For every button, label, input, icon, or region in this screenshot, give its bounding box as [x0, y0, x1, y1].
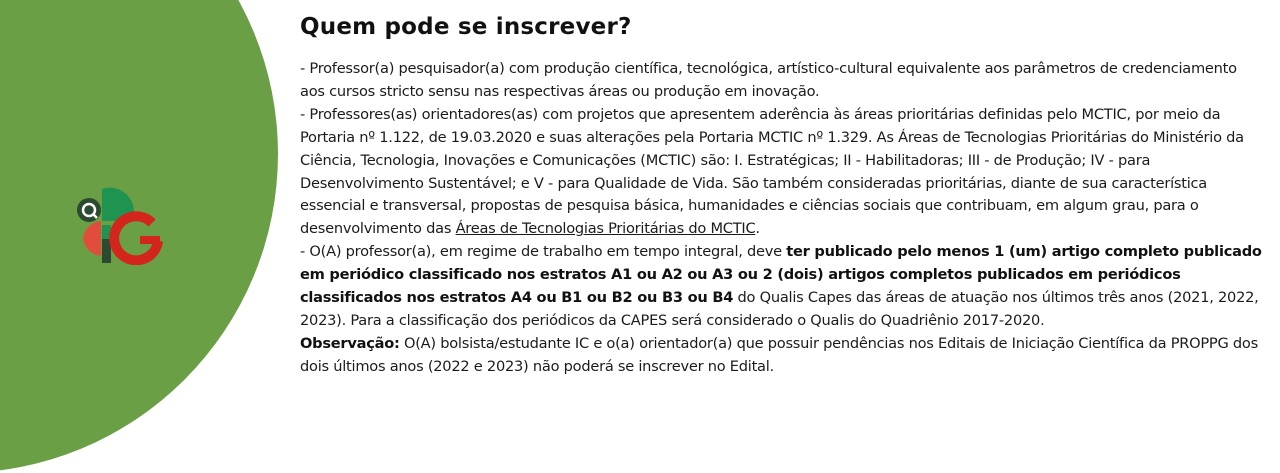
observation-label: Observação:: [300, 334, 400, 352]
observation-text: O(A) bolsista/estudante IC e o(a) orientador(a) que possuir pendências nos Editais de Iniciação Científica da PROPPG dos dois últimos anos (2022 e 2023) não poderá se inscrever no Edital.: [300, 334, 1258, 375]
mctic-areas-link[interactable]: Áreas de Tecnologias Prioritárias do MCTIC: [455, 220, 756, 238]
publication-text-end: do Qualis Capes das áreas de atuação nos últimos três anos (2021, 2022, 2023). Para a classificação dos periódicos da CAPES será considerado o Qualis do Quadriênio 2017-2020.: [300, 289, 1259, 329]
paragraph-mctic: [300, 104, 1262, 241]
paragraph-observation: [300, 333, 1262, 379]
logo-magnifier-icon: [77, 198, 101, 222]
publication-text-start: - O(A) professor(a), em regime de trabalho em tempo integral, deve: [300, 243, 787, 261]
mctic-period: .: [755, 220, 760, 238]
mctic-text: - Professores(as) orientadores(as) com projetos que apresentem aderência às áreas prioritárias definidas pelo MCTIC, por meio da Portaria nº 1.122, de 19.03.2020 e suas alterações pela Portaria MCTIC nº 1.329. As Áreas de Tecnologias Prioritárias do Ministério da Ciência, Tecnologia, Inovações e Comunicações (MCTIC) são: I. Estratégicas; II - Habilitadoras; III - de Produção; IV - para Desenvolvimento Sustentável; e V - para Qualidade de Vida. São também consideradas prioritárias, diante de sua característica essencial e transversal, propostas de pesquisa básica, humanidades e ciências sociais que contribuam, em algum grau, para o desenvolvimento das: [300, 105, 1244, 238]
logo-red-half: [83, 221, 101, 256]
paragraph-researcher: - Professor(a) pesquisador(a) com produção científica, tecnológica, artístico-cultural equivalente aos parâmetros de credenciamento aos cursos stricto sensu nas respectivas áreas ou produção em inovação.: [300, 60, 1237, 100]
page-title: Quem pode se inscrever?: [300, 14, 632, 40]
publication-requirement: ter publicado pelo menos 1 (um) artigo completo publicado em periódico classificado nos estratos A1 ou A2 ou A3 ou 2 (dois) artigos completos publicados em periódicos classificados nos estratos A4 ou B1 ou B2 ou B3 ou B4: [300, 243, 1262, 307]
paragraph-publication: [300, 241, 1262, 333]
main-content: [300, 14, 1262, 379]
ic-logo: [74, 181, 164, 265]
